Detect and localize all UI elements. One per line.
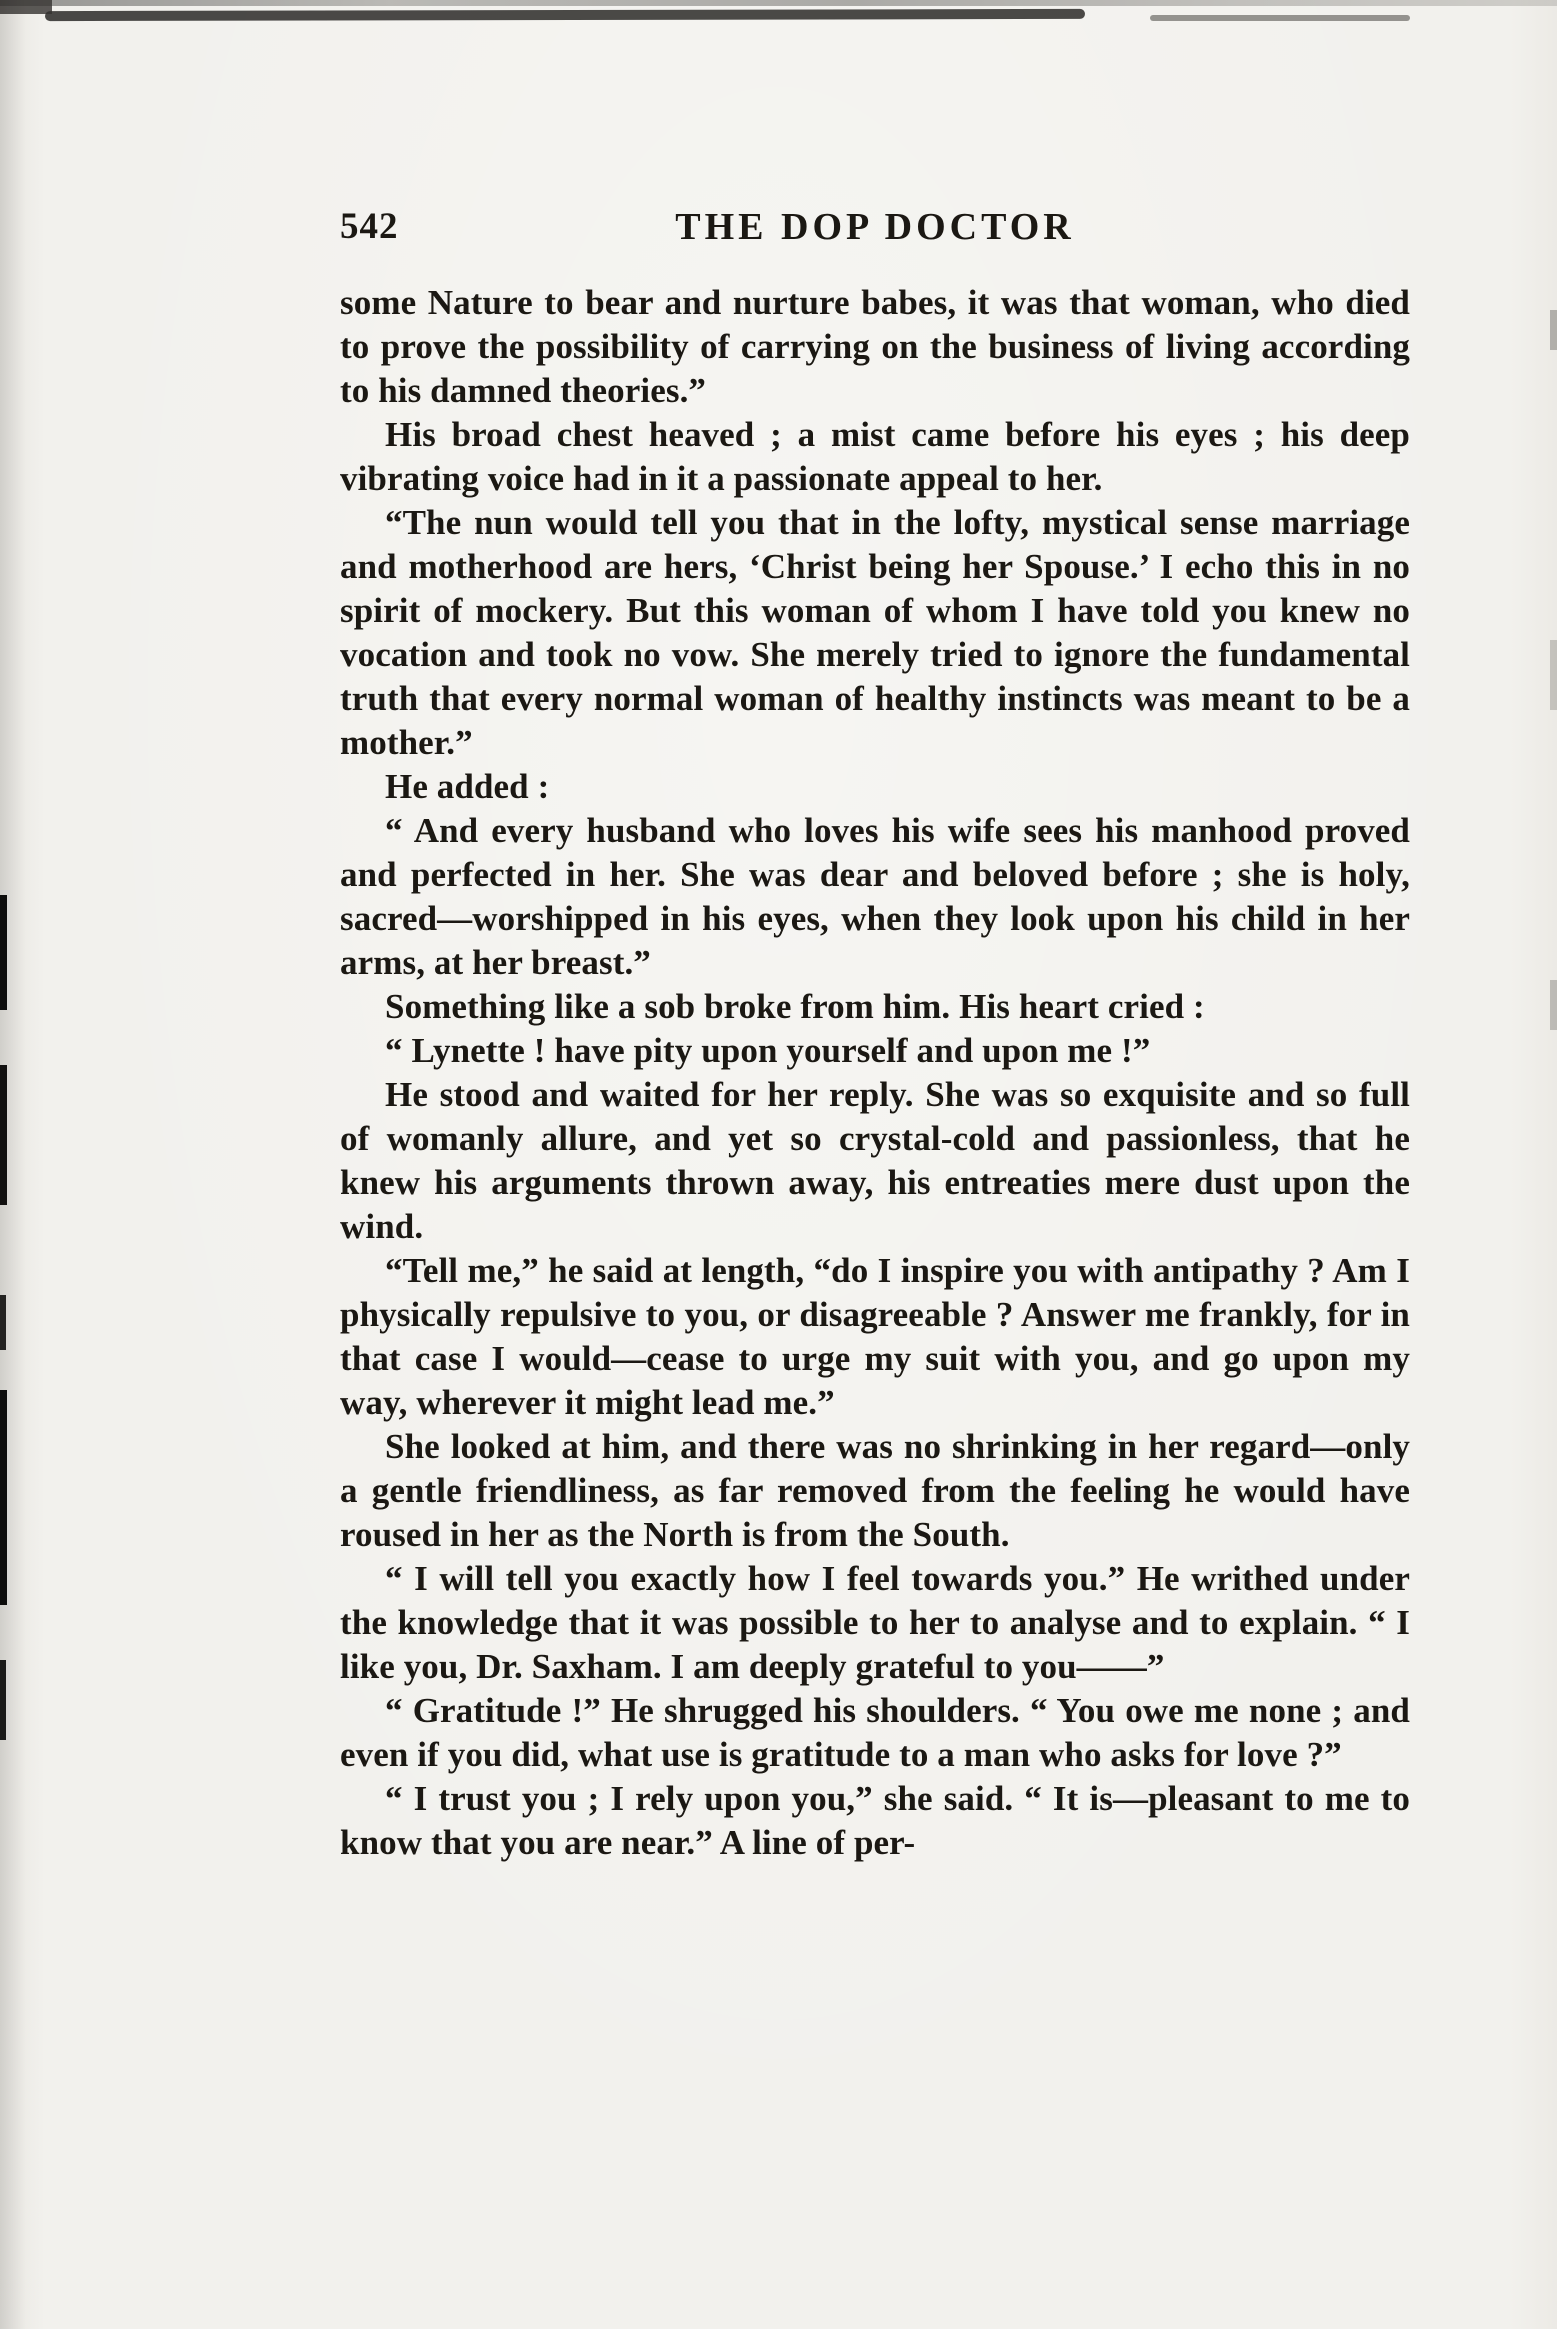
scan-artifact-left-mark (0, 1660, 6, 1740)
paragraph: His broad chest heaved ; a mist came before his eyes ; his deep vibrating voice had in it a passionate appeal to her. (340, 415, 1410, 498)
paragraph: Something like a sob broke from him. His heart cried : (385, 987, 1205, 1026)
paragraph: some Nature to bear and nurture babes, it was that woman, who died to prove the possibility of carrying on the business of living according to his damned theories.” (340, 283, 1410, 410)
scan-artifact-right-mark (1550, 310, 1557, 350)
paragraph: “ I will tell you exactly how I feel towards you.” He writhed under the knowledge that it was possible to her to analyse and to explain. “ I like you, Dr. Saxham. I am deeply grateful to you——” (340, 1559, 1410, 1686)
paragraph: She looked at him, and there was no shrinking in her regard—only a gentle friendliness, as far removed from the feeling he would have roused in her as the North is from the South. (340, 1427, 1410, 1554)
body-text (340, 281, 1410, 1865)
paragraph: “Tell me,” he said at length, “do I inspire you with antipathy ? Am I physically repulsive to you, or disagreeable ? Answer me frankly, for in that case I would—cease to urge my suit with you, and go upon my way, wherever it might lead me.” (340, 1251, 1410, 1422)
paragraph: He stood and waited for her reply. She was so exquisite and so full of womanly allure, and yet so crystal-cold and passionless, that he knew his arguments thrown away, his entreaties mere dust upon the wind. (340, 1075, 1410, 1246)
scan-artifact-left-mark (0, 1390, 7, 1605)
paragraph: “ Gratitude !” He shrugged his shoulders. “ You owe me none ; and even if you did, what use is gratitude to a man who asks for love ?” (340, 1691, 1410, 1774)
scan-artifact-right-mark (1550, 640, 1557, 710)
scan-artifact-top-streak (45, 9, 1085, 21)
paragraph: “ I trust you ; I rely upon you,” she said. “ It is—pleasant to me to know that you are near.” A line of per- (340, 1779, 1410, 1862)
paragraph: “ Lynette ! have pity upon yourself and upon me !” (385, 1031, 1151, 1070)
page-header (340, 205, 1410, 257)
scan-artifact-right-mark (1550, 980, 1557, 1030)
scan-artifact-left-shade (0, 0, 26, 2329)
paragraph: He added : (385, 767, 550, 806)
paragraph: “The nun would tell you that in the lofty, mystical sense marriage and motherhood are hers, ‘Christ being her Spouse.’ I echo this in no spirit of mockery. But this woman of whom I have told you knew no vocation and took no vow. She merely tried to ignore the fundamental truth that every normal woman of healthy instincts was meant to be a mother.” (340, 503, 1410, 762)
scan-artifact-left-mark (0, 895, 7, 1010)
scan-artifact-top-edge (0, 0, 1557, 6)
printed-content (340, 205, 1410, 1865)
scan-artifact-top-corner (0, 0, 52, 14)
paragraph: “ And every husband who loves his wife sees his manhood proved and perfected in her. She was dear and beloved before ; she is holy, sacred—worshipped in his eyes, when they look upon his child in her arms, at her breast.” (340, 811, 1410, 982)
page-number: 542 (340, 206, 399, 247)
scan-artifact-top-streak2 (1150, 15, 1410, 21)
scan-artifact-left-mark (0, 1295, 6, 1350)
scan-artifact-left-mark (0, 1065, 7, 1205)
running-title: THE DOP DOCTOR (675, 206, 1075, 248)
